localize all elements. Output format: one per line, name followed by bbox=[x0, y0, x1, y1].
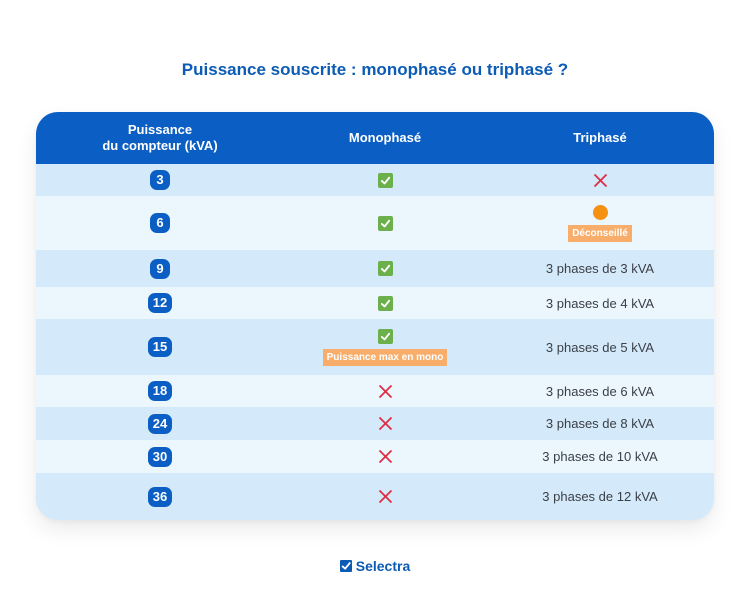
kva-badge: 12 bbox=[148, 293, 172, 313]
table-row bbox=[36, 287, 714, 319]
header-power bbox=[36, 122, 284, 154]
kva-badge: 18 bbox=[148, 381, 172, 401]
table-row bbox=[36, 440, 714, 473]
table-header bbox=[36, 112, 714, 164]
kva-badge: 15 bbox=[148, 337, 172, 357]
table-row bbox=[36, 375, 714, 407]
header-power-line2: du compteur (kVA) bbox=[102, 138, 218, 153]
cross-icon bbox=[378, 449, 393, 464]
phase-text: 3 phases de 3 kVA bbox=[545, 261, 655, 276]
table-row bbox=[36, 196, 714, 250]
check-icon bbox=[378, 329, 393, 344]
check-icon bbox=[378, 296, 393, 311]
kva-badge: 36 bbox=[148, 487, 172, 507]
table-row bbox=[36, 407, 714, 440]
cross-icon bbox=[378, 489, 393, 504]
check-icon bbox=[378, 261, 393, 276]
checkbox-logo-icon bbox=[340, 560, 352, 572]
max-mono-note: Puissance max en mono bbox=[323, 349, 448, 366]
phase-text: 3 phases de 10 kVA bbox=[542, 449, 658, 464]
page-title: Puissance souscrite : monophasé ou triphasé ? bbox=[181, 60, 569, 79]
phase-text: 3 phases de 8 kVA bbox=[545, 416, 655, 431]
header-mono: Monophasé bbox=[348, 130, 422, 145]
not-recommended-note: Déconseillé bbox=[568, 225, 632, 242]
check-icon bbox=[378, 173, 393, 188]
kva-badge: 30 bbox=[148, 447, 172, 467]
phase-text: 3 phases de 12 kVA bbox=[542, 489, 658, 504]
table-row bbox=[36, 250, 714, 287]
kva-badge: 9 bbox=[150, 259, 170, 279]
check-icon bbox=[378, 216, 393, 231]
phase-text: 3 phases de 5 kVA bbox=[545, 339, 655, 355]
cross-icon bbox=[378, 416, 393, 431]
kva-badge: 3 bbox=[150, 170, 170, 190]
table-row bbox=[36, 164, 714, 196]
brand-name: Selectra bbox=[355, 558, 411, 574]
table-row bbox=[36, 319, 714, 375]
header-tri: Triphasé bbox=[573, 130, 627, 145]
header-power-line1: Puissance bbox=[127, 122, 193, 137]
comparison-table bbox=[36, 112, 714, 520]
cross-icon bbox=[593, 173, 608, 188]
phase-text: 3 phases de 6 kVA bbox=[545, 383, 655, 399]
table-row bbox=[36, 473, 714, 520]
selectra-logo bbox=[0, 558, 750, 574]
phase-text: 3 phases de 4 kVA bbox=[545, 295, 655, 311]
kva-badge: 24 bbox=[148, 414, 172, 434]
warning-dot-icon bbox=[593, 205, 608, 220]
kva-badge: 6 bbox=[150, 213, 170, 233]
cross-icon bbox=[378, 384, 393, 399]
